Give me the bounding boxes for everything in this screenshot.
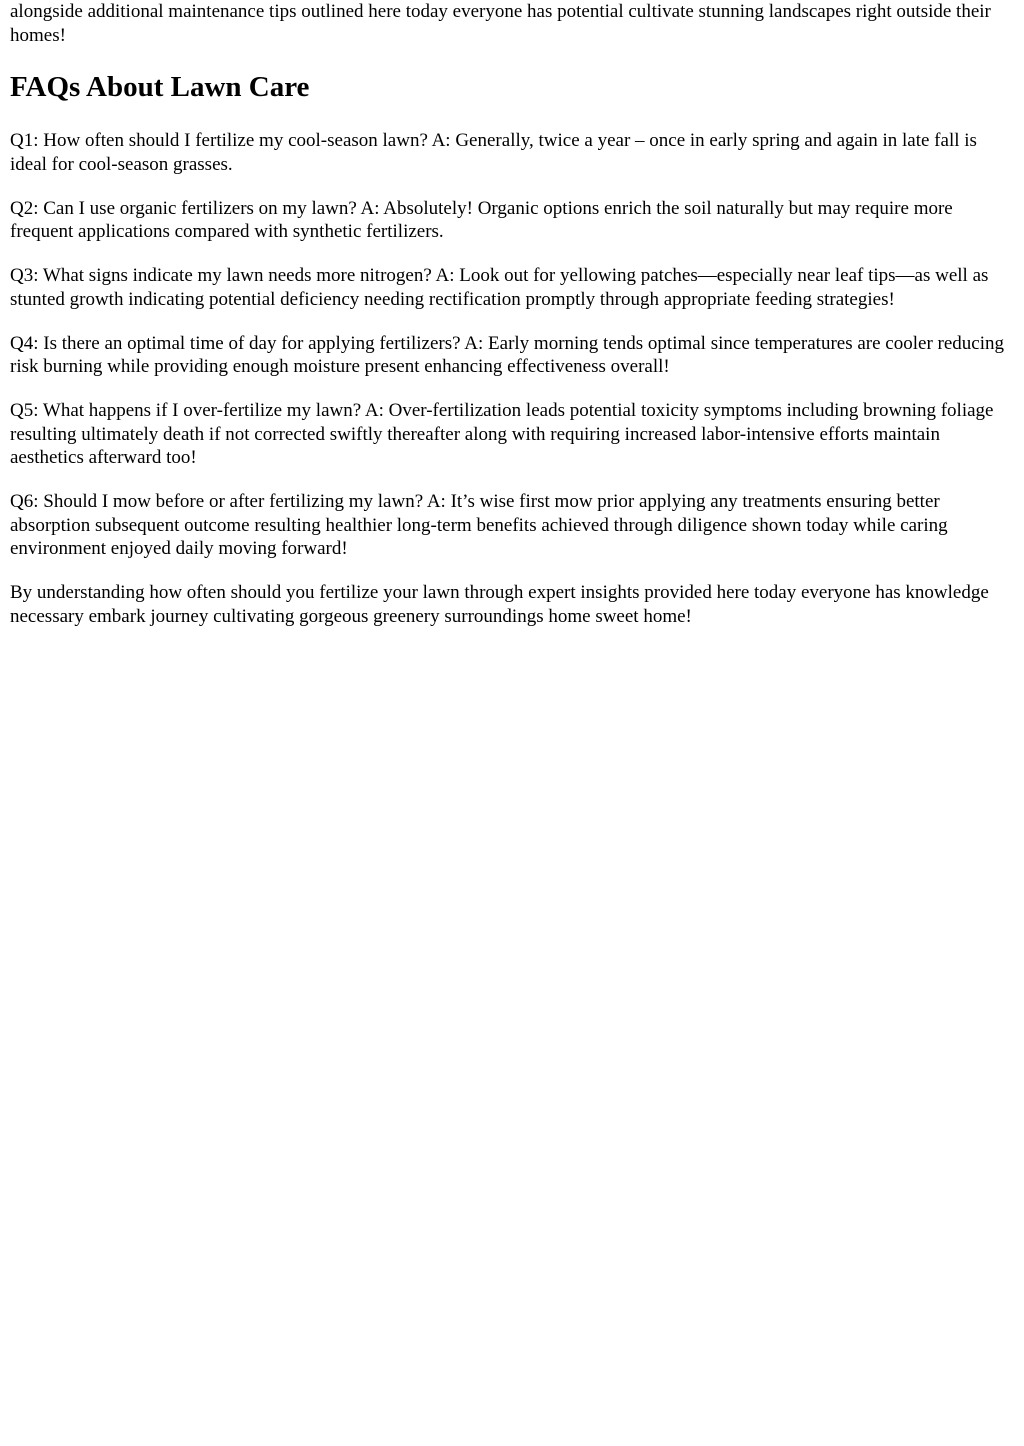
conclusion-paragraph: By understanding how often should you fertilize your lawn through expert insights provided here today everyone has knowledge necessary embark journey cultivating gorgeous greenery surroundings home sweet home! bbox=[10, 582, 989, 627]
faq-item-3: Q3: What signs indicate my lawn needs more nitrogen? A: Look out for yellowing patches—especially near leaf tips—as well as stunted growth indicating potential deficiency needing rectification promptly through appropriate feeding strategies! bbox=[10, 265, 989, 310]
faq-item-6: Q6: Should I mow before or after fertilizing my lawn? A: It’s wise first mow prior applying any treatments ensuring better absorption subsequent outcome resulting healthier long-term benefits achieved through diligence shown today while caring environment enjoyed daily moving forward! bbox=[10, 491, 948, 559]
lead-paragraph-fragment: alongside additional maintenance tips outlined here today everyone has potential cultivate stunning landscapes right outside their homes! bbox=[10, 1, 991, 46]
faq-heading: FAQs About Lawn Care bbox=[10, 71, 310, 103]
faq-item-4: Q4: Is there an optimal time of day for applying fertilizers? A: Early morning tends optimal since temperatures are cooler reducing risk burning while providing enough moisture present enhancing effectiveness overall! bbox=[10, 332, 1005, 377]
faq-item-2: Q2: Can I use organic fertilizers on my lawn? A: Absolutely! Organic options enrich the soil naturally but may require more frequent applications compared with synthetic fertilizers. bbox=[10, 197, 953, 242]
article-body bbox=[10, 0, 1013, 628]
faq-item-1: Q1: How often should I fertilize my cool-season lawn? A: Generally, twice a year – once in early spring and again in late fall is ideal for cool-season grasses. bbox=[10, 130, 977, 175]
faq-item-5: Q5: What happens if I over-fertilize my lawn? A: Over-fertilization leads potential toxicity symptoms including browning foliage resulting ultimately death if not corrected swiftly thereafter along with requiring increased labor-intensive efforts maintain aesthetics afterward too! bbox=[10, 400, 994, 468]
faq-list bbox=[10, 129, 1013, 561]
